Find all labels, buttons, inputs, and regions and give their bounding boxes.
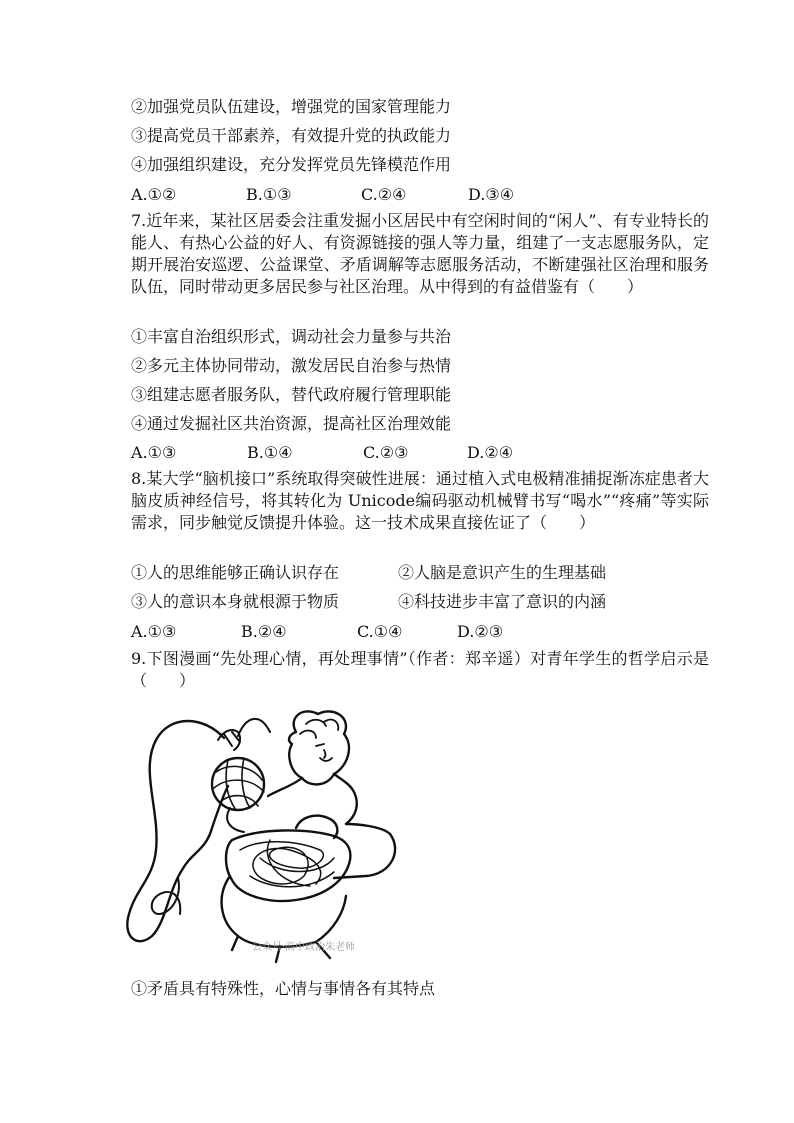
q7-statement-1: ①丰富自治组织形式，调动社会力量参与共治 (131, 327, 452, 346)
q9-stem: 9.下图漫画“先处理心情，再处理事情”（作者：郑辛遥）对青年学生的哲学启示是（ ） (131, 649, 709, 690)
watermark: 公众号·高中政治朱老师 (252, 942, 356, 953)
q8-option-a: A.①③ (131, 622, 177, 641)
q8-statement-2: ②人脑是意识产生的生理基础 (398, 563, 607, 582)
q7-statement-3: ③组建志愿者服务队，替代政府履行管理职能 (131, 385, 452, 404)
q6-statement-3: ③提高党员干部素养，有效提升党的执政能力 (131, 126, 452, 145)
q7-option-a: A.①③ (131, 443, 177, 462)
q6-statement-4: ④加强组织建设，充分发挥党员先锋模范作用 (131, 155, 452, 174)
q6-statement-2: ②加强党员队伍建设，增强党的国家管理能力 (131, 97, 452, 116)
upper-hand (218, 730, 240, 750)
q7-statement-4: ④通过发掘社区共治资源，提高社区治理效能 (131, 414, 452, 433)
q7-statement-2: ②多元主体协同带动，激发居民自治参与热情 (131, 356, 452, 375)
q8-stem: 8.某大学“脑机接口”系统取得突破性进展：通过植入式电极精准捕捉渐冻症患者大脑皮质神经信号，将其转化为 Unicode编码驱动机械臂书写“喝水”“疼痛”等实际需求，同步触觉反馈提升体验。这一技术成果直接佐证了（ ） (131, 469, 709, 532)
q6-option-c: C.②④ (361, 185, 407, 204)
character-head (289, 711, 349, 784)
cartoon-image (120, 700, 410, 965)
q6-option-b: B.①③ (246, 185, 292, 204)
q8-statement-1: ①人的思维能够正确认识存在 (131, 563, 340, 582)
q9-statement-1: ①矛盾具有特殊性，心情与事情各有其特点 (131, 979, 436, 998)
q8-option-b: B.②④ (241, 622, 287, 641)
q7-stem: 7.近年来，某社区居委会注重发掘小区居民中有空闲时间的“闲人”、有专业特长的能人、有热心公益的好人、有资源链接的强人等力量，组建了一支志愿服务队，定期开展治安巡逻、公益课堂、矛盾调解等志愿服务活动，不断建强社区治理和服务队伍，同时带动更多居民参与社区治理。从中得到的有益借鉴有（ ） (131, 211, 709, 296)
q6-options (131, 184, 514, 206)
q6-option-a: A.①② (131, 185, 177, 204)
q8-option-c: C.①④ (357, 622, 403, 641)
q8-statement-3: ③人的意识本身就根源于物质 (131, 592, 340, 611)
yarn-strand (127, 721, 228, 941)
q8-statements-row-1 (131, 562, 606, 584)
q7-options (131, 442, 513, 464)
tangled-bowl (226, 830, 350, 901)
q8-statements-row-2 (131, 591, 606, 613)
q8-options (131, 621, 503, 643)
q6-option-d: D.③④ (468, 185, 515, 204)
q7-option-d: D.②④ (467, 443, 514, 462)
q7-option-c: C.②③ (363, 443, 409, 462)
q8-option-d: D.②③ (457, 622, 504, 641)
q8-statement-4: ④科技进步丰富了意识的内涵 (398, 592, 607, 611)
q7-option-b: B.①④ (247, 443, 293, 462)
